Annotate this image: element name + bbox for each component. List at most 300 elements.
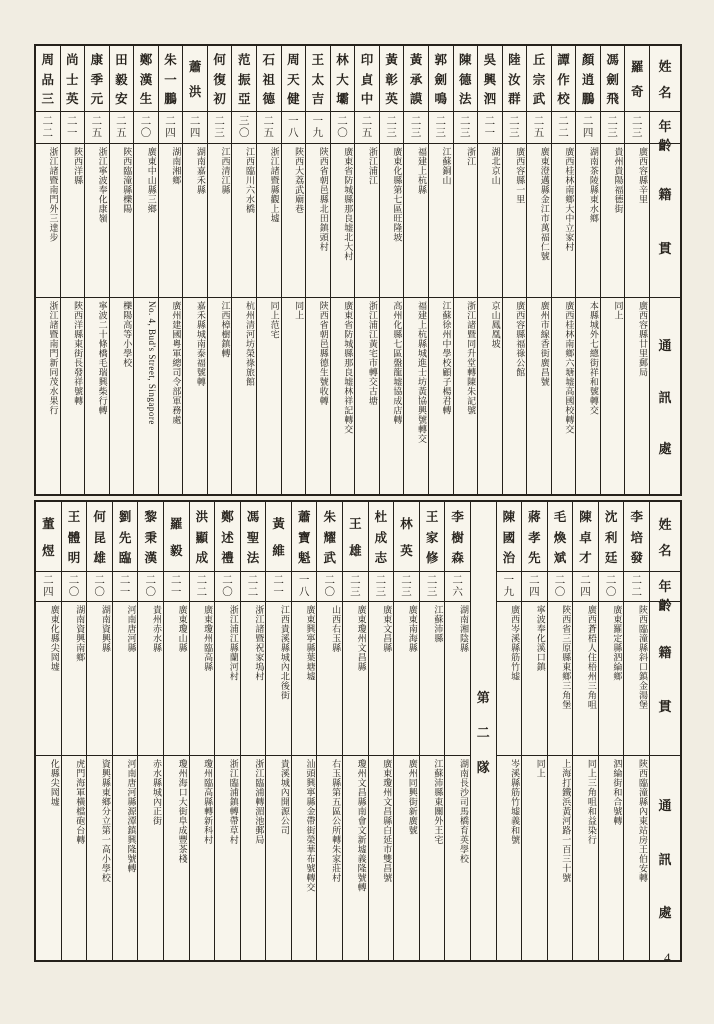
char: 英 xyxy=(385,91,398,106)
contact-text: 泗綸街和合號轉 xyxy=(612,759,623,826)
char: 耀 xyxy=(323,530,337,545)
person-name xyxy=(317,502,342,572)
native-place-text: 陝西臨潼縣斜口鎮金湯堡 xyxy=(638,605,648,710)
native-place-text: 廣東羅定縣泗綸鄉 xyxy=(612,605,623,681)
char: 樹 xyxy=(451,530,464,545)
char: 蕭 xyxy=(188,59,202,74)
person-contact xyxy=(61,298,85,494)
person-column xyxy=(573,502,599,960)
char: 森 xyxy=(451,550,464,565)
person-native-place xyxy=(61,144,85,298)
contact-text: 京山鳳凰坡 xyxy=(490,301,501,349)
contact-text: 廣州同興街新廣號 xyxy=(407,759,418,835)
person-age xyxy=(292,572,317,602)
char: 一 xyxy=(119,586,131,598)
native-place-text: 湖北京山 xyxy=(490,147,501,185)
native-place-text: 江西清江縣 xyxy=(220,147,231,195)
native-place-text: 江蘇沛縣 xyxy=(433,605,444,643)
char: 八 xyxy=(298,586,310,598)
person-age xyxy=(599,572,624,602)
person-column xyxy=(215,502,241,960)
native-place-text: 陝西洋縣 xyxy=(73,147,84,185)
char: 孝 xyxy=(528,530,541,545)
contact-text: 廣西桂林南鄉六塘墟高國校轉交 xyxy=(564,301,575,434)
header-contact-label xyxy=(650,756,680,960)
char: 一 xyxy=(67,127,78,139)
char: 武 xyxy=(323,550,337,565)
person-age xyxy=(208,112,232,144)
person-contact xyxy=(36,298,60,494)
person-column xyxy=(62,502,88,960)
person-name xyxy=(624,502,649,572)
char: 杜 xyxy=(374,510,388,525)
person-native-place xyxy=(369,602,394,756)
person-contact xyxy=(429,298,453,494)
char: 泗 xyxy=(483,91,497,106)
person-contact xyxy=(522,756,547,960)
char: 訊 xyxy=(658,389,672,405)
char: 林 xyxy=(336,53,349,68)
char: 范 xyxy=(237,53,251,68)
person-name xyxy=(183,46,207,112)
person-name xyxy=(36,502,61,572)
person-name xyxy=(282,46,306,112)
contact-text: 寧波二十條橋毛瑞興柴行轉 xyxy=(97,301,108,415)
char: 二 xyxy=(605,574,617,586)
char: 王 xyxy=(311,53,325,68)
char: 二 xyxy=(580,574,591,586)
char: 名 xyxy=(658,84,672,100)
char: 謨 xyxy=(409,91,423,106)
native-place-text: 廣東中山縣三鄉 xyxy=(146,147,157,214)
person-age xyxy=(355,112,379,144)
person-name xyxy=(215,502,240,572)
contact-text: 瓊州文昌縣南會文新墟義隆號轉 xyxy=(356,759,367,892)
char: 羅 xyxy=(170,517,183,531)
contact-text: 岑溪縣筋竹墟義和號 xyxy=(510,759,521,845)
header-native-place-label xyxy=(650,602,680,756)
char: 齡 xyxy=(658,138,672,153)
char: 毅 xyxy=(170,544,183,558)
char: 五 xyxy=(533,127,545,139)
person-age xyxy=(625,112,649,144)
char: 祖 xyxy=(262,72,276,87)
person-column xyxy=(420,502,446,960)
char: 一 xyxy=(298,574,310,586)
person-contact xyxy=(552,298,576,494)
person-native-place xyxy=(548,602,573,756)
person-age xyxy=(134,112,158,144)
contact-text: 廣州建國粵軍總司令部軍務處 xyxy=(171,301,182,425)
person-age xyxy=(306,112,330,144)
char: 三 xyxy=(426,586,438,598)
person-contact xyxy=(497,756,522,960)
char: 毛 xyxy=(553,510,567,525)
char: 二 xyxy=(337,115,348,127)
person-native-place xyxy=(215,602,240,756)
char: 鵬 xyxy=(164,91,177,106)
char: 二 xyxy=(67,115,78,127)
person-contact xyxy=(420,756,445,960)
char: 季 xyxy=(90,72,104,87)
person-column xyxy=(380,46,405,494)
char: 籍 xyxy=(658,644,672,660)
person-age xyxy=(183,112,207,144)
char: 三 xyxy=(631,127,643,139)
person-contact xyxy=(282,298,306,494)
char: 姓 xyxy=(658,516,672,532)
char: 中 xyxy=(360,91,374,106)
char: 田 xyxy=(115,53,128,68)
person-age xyxy=(624,572,649,602)
person-name xyxy=(85,46,109,112)
native-place-text: 廣東南海縣 xyxy=(407,605,418,653)
person-contact xyxy=(599,756,624,960)
person-name xyxy=(429,46,453,112)
person-native-place xyxy=(306,144,330,298)
char: 作 xyxy=(557,72,570,87)
person-age xyxy=(241,572,266,602)
person-column xyxy=(232,46,257,494)
char: 志 xyxy=(374,550,388,565)
char: 王 xyxy=(349,517,362,531)
char: 二 xyxy=(42,115,53,127)
person-column xyxy=(138,502,164,960)
person-contact xyxy=(394,756,419,960)
char: 一 xyxy=(503,574,515,586)
char: 尚 xyxy=(66,53,79,68)
char: 何 xyxy=(93,510,106,525)
person-age xyxy=(331,112,355,144)
person-contact xyxy=(317,756,342,960)
char: 漢 xyxy=(144,550,157,565)
char: 二 xyxy=(94,574,105,586)
char: 處 xyxy=(658,905,672,921)
contact-text: 河南唐河縣源潭鎮興隆號轉 xyxy=(126,759,137,873)
native-place-text: 廣東瓊山縣 xyxy=(177,605,188,653)
person-native-place xyxy=(343,602,368,756)
person-column xyxy=(282,46,307,494)
contact-text: 廣州市線香街廣昌號 xyxy=(539,301,550,387)
person-native-place xyxy=(497,602,522,756)
person-age xyxy=(576,112,600,144)
char: 二 xyxy=(42,127,53,139)
person-column xyxy=(241,502,267,960)
person-name xyxy=(497,502,522,572)
person-native-place xyxy=(36,144,60,298)
native-place-text: 廣西容縣一里 xyxy=(515,147,526,204)
char: 臨 xyxy=(118,550,132,565)
person-contact xyxy=(266,756,291,960)
char: 馮 xyxy=(246,510,260,525)
person-age xyxy=(159,112,183,144)
person-age xyxy=(404,112,428,144)
person-column xyxy=(599,502,625,960)
char: 漢 xyxy=(139,72,153,87)
char: 訊 xyxy=(658,851,672,867)
char: 二 xyxy=(460,115,471,127)
person-native-place xyxy=(552,144,576,298)
char: 九 xyxy=(312,127,324,139)
person-name xyxy=(257,46,281,112)
native-place-text: 湖南茶陵縣東水鄉 xyxy=(588,147,599,223)
native-place-text: 廣東瓊州臨高縣 xyxy=(203,605,214,672)
person-native-place xyxy=(110,144,134,298)
person-native-place xyxy=(503,144,527,298)
person-age xyxy=(420,572,445,602)
char: 貞 xyxy=(360,72,374,87)
char: 利 xyxy=(604,530,618,545)
char: 治 xyxy=(502,550,516,565)
person-age xyxy=(36,572,61,602)
char: 四 xyxy=(529,586,540,598)
person-native-place xyxy=(429,144,453,298)
person-column xyxy=(36,46,61,494)
char: 二 xyxy=(273,574,284,586)
contact-text: 瓊州海口大街阜成豐茶棧 xyxy=(177,759,188,864)
contact-text: 江西樟樹鎮轉 xyxy=(220,301,231,358)
native-place-text: 貴州赤水縣 xyxy=(152,605,163,653)
person-age xyxy=(429,112,453,144)
contact-text: 江蘇沛縣東關外王宅 xyxy=(433,759,444,845)
person-name xyxy=(208,46,232,112)
char: 黎 xyxy=(144,510,157,525)
person-native-place xyxy=(420,602,445,756)
char: 林 xyxy=(400,517,413,531)
native-place-text: 廣西容縣辛里 xyxy=(638,147,648,204)
person-column xyxy=(317,502,343,960)
person-age xyxy=(497,572,522,602)
native-place-text: 廣東化縣尖岡墟 xyxy=(49,605,60,672)
person-name xyxy=(503,46,527,112)
person-age xyxy=(527,112,551,144)
native-place-text: 陝西大荔武廟巷 xyxy=(294,147,305,214)
person-column xyxy=(36,502,62,960)
person-contact xyxy=(85,298,109,494)
person-name xyxy=(355,46,379,112)
contact-text: 陝西洋縣東街長發祥號轉 xyxy=(73,301,84,406)
person-column xyxy=(497,502,523,960)
person-age xyxy=(232,112,256,144)
char: 二 xyxy=(410,115,422,127)
person-native-place xyxy=(624,602,649,756)
native-place-text: 廣東文昌縣 xyxy=(382,605,393,653)
char: 武 xyxy=(532,91,546,106)
person-native-place xyxy=(394,602,419,756)
char: 德 xyxy=(459,72,472,87)
char: 四 xyxy=(43,586,54,598)
char: 周 xyxy=(41,53,54,68)
char: 〇 xyxy=(68,586,80,598)
person-column xyxy=(548,502,574,960)
person-age xyxy=(61,112,85,144)
person-contact xyxy=(138,756,163,960)
char: 處 xyxy=(658,441,672,457)
person-native-place xyxy=(164,602,189,756)
person-age xyxy=(164,572,189,602)
person-native-place xyxy=(183,144,207,298)
header-name-label xyxy=(650,46,680,112)
native-place-text: 廣東澄邁縣金江市萬福仁號 xyxy=(539,147,550,261)
char: 鄭 xyxy=(221,510,234,525)
char: 丘 xyxy=(532,53,546,68)
char: 洪 xyxy=(188,85,202,100)
person-contact xyxy=(369,756,394,960)
contact-text: 同上范宅 xyxy=(269,301,280,339)
native-place-text: 浙江 xyxy=(466,147,477,166)
char: 體 xyxy=(67,530,81,545)
char: 二 xyxy=(145,574,156,586)
person-contact xyxy=(134,298,158,494)
char: 英 xyxy=(400,544,413,558)
person-name xyxy=(404,46,428,112)
char: 健 xyxy=(287,91,300,106)
char: 第 xyxy=(476,689,490,705)
person-age xyxy=(138,572,163,602)
person-column xyxy=(478,46,503,494)
person-column xyxy=(552,46,577,494)
header-native-place-label xyxy=(650,144,680,298)
person-contact xyxy=(62,756,87,960)
char: 康 xyxy=(90,53,104,68)
char: 二 xyxy=(558,115,569,127)
person-name xyxy=(420,502,445,572)
native-place-text: 廣西蒼梧人住梧州三角咀 xyxy=(586,605,597,710)
native-place-text: 廣西桂林南鄉大中立家村 xyxy=(564,147,575,252)
contact-text: 同上 xyxy=(613,301,624,320)
char: 五 xyxy=(116,127,127,139)
person-name xyxy=(599,502,624,572)
squad-divider-label xyxy=(477,687,490,776)
person-name xyxy=(241,502,266,572)
char: 先 xyxy=(528,550,541,565)
char: 述 xyxy=(221,530,234,545)
person-contact xyxy=(380,298,404,494)
person-name xyxy=(306,46,330,112)
native-place-text: 廣東興寧縣葉塘墟 xyxy=(305,605,316,681)
contact-text: 貴溪城內開源公司 xyxy=(279,759,290,835)
char: 貫 xyxy=(658,699,672,715)
person-age xyxy=(62,572,87,602)
person-column xyxy=(306,46,331,494)
native-place-text: 湖南湘陰縣 xyxy=(458,605,469,653)
person-name xyxy=(164,502,189,572)
char: 二 xyxy=(401,574,412,586)
page-number: 4 xyxy=(664,950,671,965)
contact-text: 化縣尖岡墟 xyxy=(49,759,60,807)
person-age xyxy=(257,112,281,144)
native-place-text: 陝西省朝邑縣北田鎮頭村 xyxy=(318,147,329,252)
person-native-place xyxy=(208,144,232,298)
person-native-place xyxy=(599,602,624,756)
char: 年 xyxy=(658,119,672,134)
char: 二 xyxy=(43,574,54,586)
char: 黃 xyxy=(409,53,423,68)
char: 二 xyxy=(91,115,103,127)
person-column xyxy=(208,46,233,494)
char: 二 xyxy=(509,115,520,127)
char: 群 xyxy=(508,91,521,106)
char: 蕭 xyxy=(297,510,311,525)
char: 培 xyxy=(630,530,643,545)
person-column xyxy=(110,46,135,494)
person-native-place xyxy=(522,602,547,756)
char: 二 xyxy=(140,115,152,127)
native-place-text: 江西臨川六水橋 xyxy=(245,147,255,214)
char: 一 xyxy=(273,586,284,598)
person-age xyxy=(190,572,215,602)
person-contact xyxy=(215,756,240,960)
native-place-text: 浙江諸暨祝家塢村 xyxy=(254,605,265,681)
person-native-place xyxy=(232,144,256,298)
person-age xyxy=(113,572,138,602)
char: 英 xyxy=(66,91,79,106)
native-place-text: 廣東省防城縣那良墟北大村 xyxy=(343,147,354,261)
contact-text: 陝西臨潼縣內東站房王伯安轉 xyxy=(638,759,648,883)
char: 石 xyxy=(262,53,276,68)
person-native-place xyxy=(113,602,138,756)
char: 三 xyxy=(238,115,250,127)
person-native-place xyxy=(445,602,470,756)
person-contact xyxy=(478,298,502,494)
char: 四 xyxy=(165,127,176,139)
person-name xyxy=(394,502,419,572)
person-name xyxy=(527,46,551,112)
char: 吳 xyxy=(483,53,497,68)
char: 名 xyxy=(658,543,672,559)
char: 二 xyxy=(375,574,387,586)
roster-table-first xyxy=(34,44,682,496)
contact-text: 資興縣東鄉分立第一高小學校 xyxy=(100,759,111,883)
char: 二 xyxy=(631,574,642,586)
contact-text: 同上 xyxy=(535,759,546,778)
person-age xyxy=(503,112,527,144)
person-name xyxy=(343,502,368,572)
person-contact xyxy=(454,298,478,494)
person-column xyxy=(404,46,429,494)
char: 先 xyxy=(118,530,132,545)
char: 二 xyxy=(631,586,642,598)
contact-text: 高州化縣七區盤龍墟協成店轉 xyxy=(392,301,403,425)
person-name xyxy=(232,46,256,112)
person-age xyxy=(522,572,547,602)
char: 品 xyxy=(41,72,54,87)
person-column xyxy=(343,502,369,960)
person-native-place xyxy=(380,144,404,298)
person-native-place xyxy=(292,602,317,756)
char: 二 xyxy=(386,115,397,127)
person-name xyxy=(454,46,478,112)
contact-text: 浙江浦江黃宅市轉交古塘 xyxy=(367,301,378,406)
char: 寶 xyxy=(297,530,311,545)
char: 二 xyxy=(247,586,259,598)
char: 元 xyxy=(90,91,104,106)
person-contact xyxy=(87,756,112,960)
contact-text: 浙江臨浦鎮轉帶草村 xyxy=(228,759,239,845)
person-column xyxy=(113,502,139,960)
native-place-text: 貴州貴陽福德街 xyxy=(613,147,624,214)
person-contact xyxy=(159,298,183,494)
char: 奇 xyxy=(630,85,644,100)
person-name xyxy=(292,502,317,572)
char: 鄭 xyxy=(139,53,153,68)
native-place-text: 江蘇銅山 xyxy=(441,147,452,185)
char: 三 xyxy=(214,127,225,139)
person-native-place xyxy=(138,602,163,756)
native-place-text: 浙江浦江 xyxy=(367,147,378,185)
person-contact xyxy=(257,298,281,494)
person-age xyxy=(548,572,573,602)
